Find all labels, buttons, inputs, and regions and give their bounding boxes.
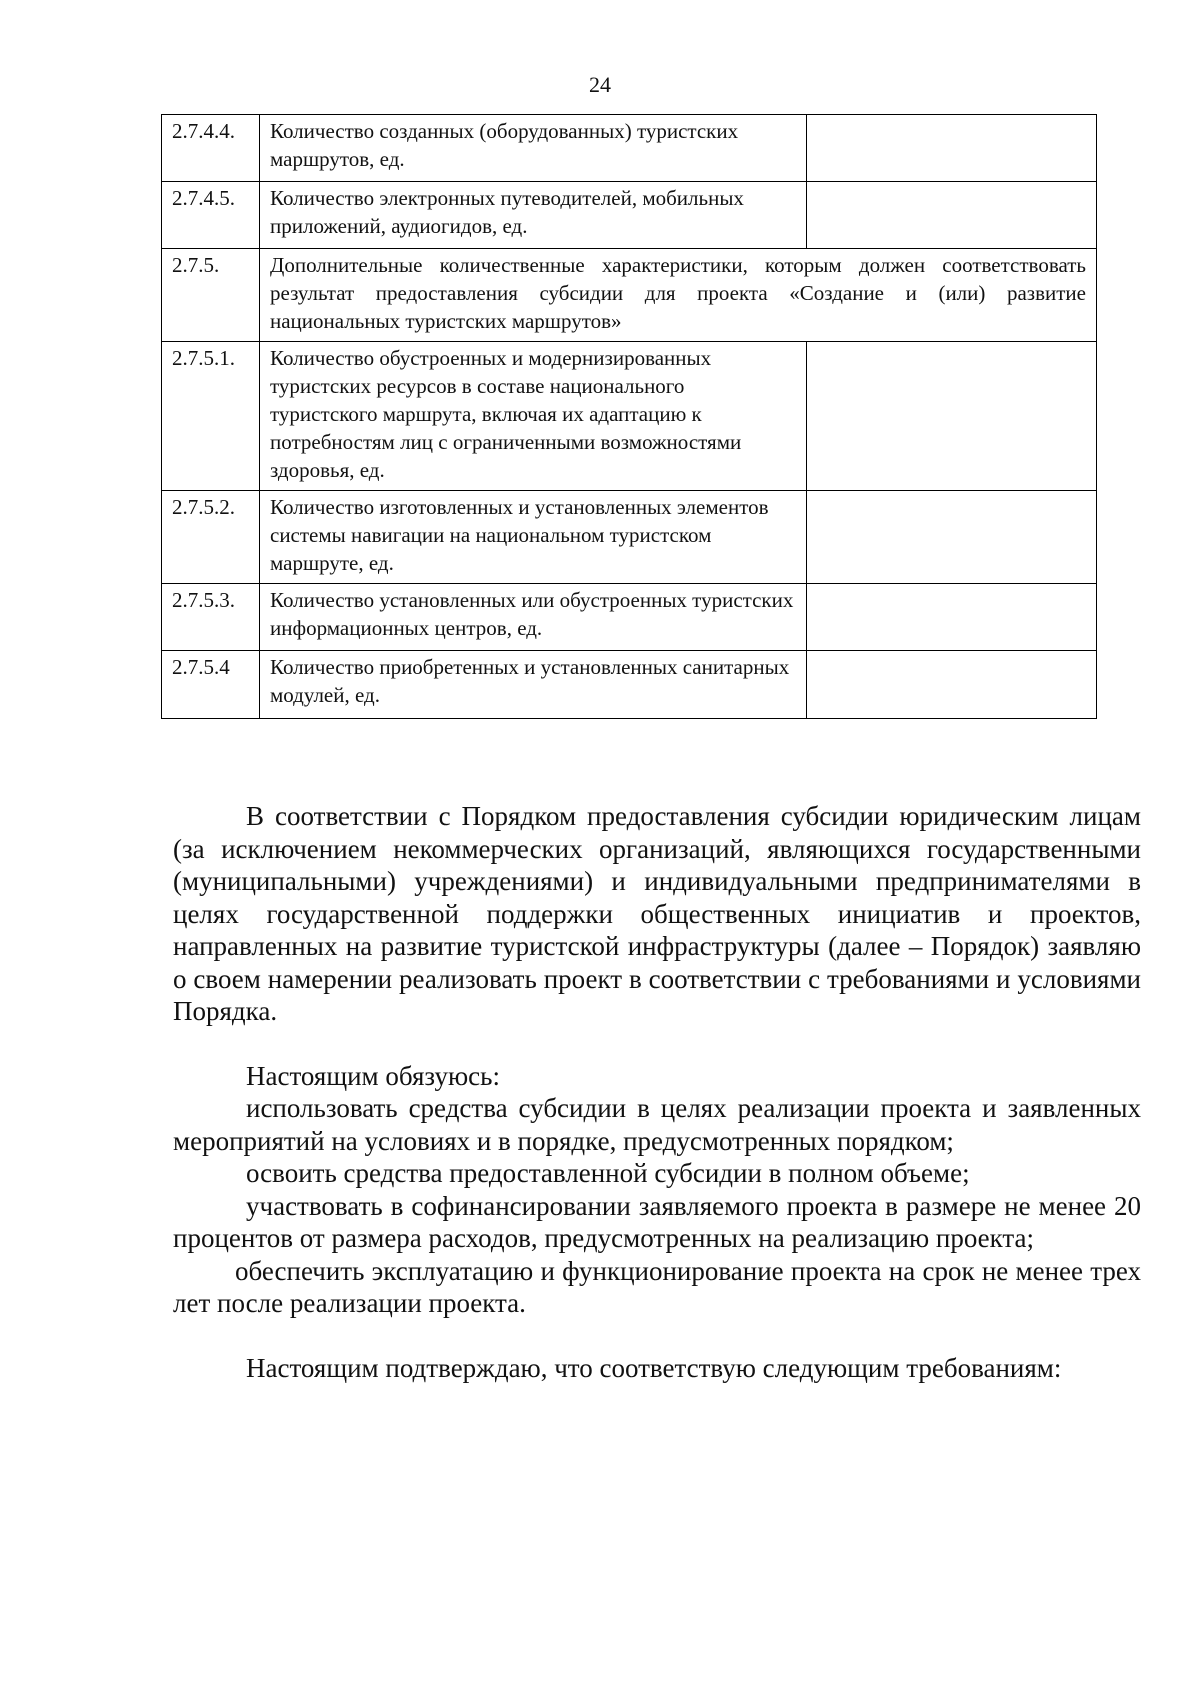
indicators-table — [161, 114, 1097, 719]
paragraph-intention: В соответствии с Порядком предоставления субсидии юридическим лицам (за исключением некоммерческих организаций, являющихся государственными (муниципальными) учреждениями) и индивидуальными предпринимателями в целях государственной поддержки общественных инициатив и проектов, направленных на развитие туристской инфраструктуры (далее – Порядок) заявляю о своем намерении реализовать проект в соответствии с требованиями и условиями Порядка. — [173, 801, 1141, 1026]
row-number: 2.7.5.2. — [162, 491, 260, 584]
obligation-item: обеспечить эксплуатацию и функционирование проекта на срок не менее трех лет после реализации проекта. — [173, 1255, 1141, 1318]
page-number: 24 — [589, 72, 611, 97]
table-row — [162, 182, 1097, 249]
row-description: Количество созданных (оборудованных) туристских маршрутов, ед. — [260, 115, 807, 182]
row-number: 2.7.4.5. — [162, 182, 260, 249]
row-value-cell — [807, 115, 1097, 182]
table-row — [162, 584, 1097, 651]
row-number: 2.7.5.3. — [162, 584, 260, 651]
row-description: Количество приобретенных и установленных санитарных модулей, ед. — [260, 651, 807, 719]
obligation-item: участвовать в софинансировании заявляемого проекта в размере не менее 20 процентов от размера расходов, предусмотренных на реализацию проекта; — [173, 1190, 1141, 1253]
declaration-text — [173, 800, 1141, 1384]
table-row — [162, 249, 1097, 342]
row-description: Дополнительные количественные характеристики, которым должен соответствовать результат предоставления субсидии для проекта «Создание и (или) развитие национальных туристских маршрутов» — [260, 249, 1097, 342]
obligations-intro: Настоящим обязуюсь: — [246, 1060, 500, 1091]
confirmation-statement: Настоящим подтверждаю, что соответствую следующим требованиям: — [246, 1352, 1062, 1383]
row-number: 2.7.4.4. — [162, 115, 260, 182]
row-description: Количество изготовленных и установленных элементов системы навигации на национальном туристском маршруте, ед. — [260, 491, 807, 584]
row-value-cell — [807, 342, 1097, 491]
row-description: Количество установленных или обустроенных туристских информационных центров, ед. — [260, 584, 807, 651]
table-row — [162, 651, 1097, 719]
table-row — [162, 491, 1097, 584]
obligation-item: использовать средства субсидии в целях реализации проекта и заявленных мероприятий на условиях и в порядке, предусмотренных порядком; — [173, 1093, 1141, 1156]
row-description: Количество обустроенных и модернизированных туристских ресурсов в составе национального туристского маршрута, включая их адаптацию к потребностям лиц с ограниченными возможностями здоровья, ед. — [260, 342, 807, 491]
row-number: 2.7.5.1. — [162, 342, 260, 491]
row-number: 2.7.5. — [162, 249, 260, 342]
row-value-cell — [807, 651, 1097, 719]
table-row — [162, 115, 1097, 182]
row-value-cell — [807, 182, 1097, 249]
obligation-item: освоить средства предоставленной субсидии в полном объеме; — [246, 1158, 970, 1188]
table-row — [162, 342, 1097, 491]
row-number: 2.7.5.4 — [162, 651, 260, 719]
row-value-cell — [807, 491, 1097, 584]
row-value-cell — [807, 584, 1097, 651]
row-description: Количество электронных путеводителей, мобильных приложений, аудиогидов, ед. — [260, 182, 807, 249]
